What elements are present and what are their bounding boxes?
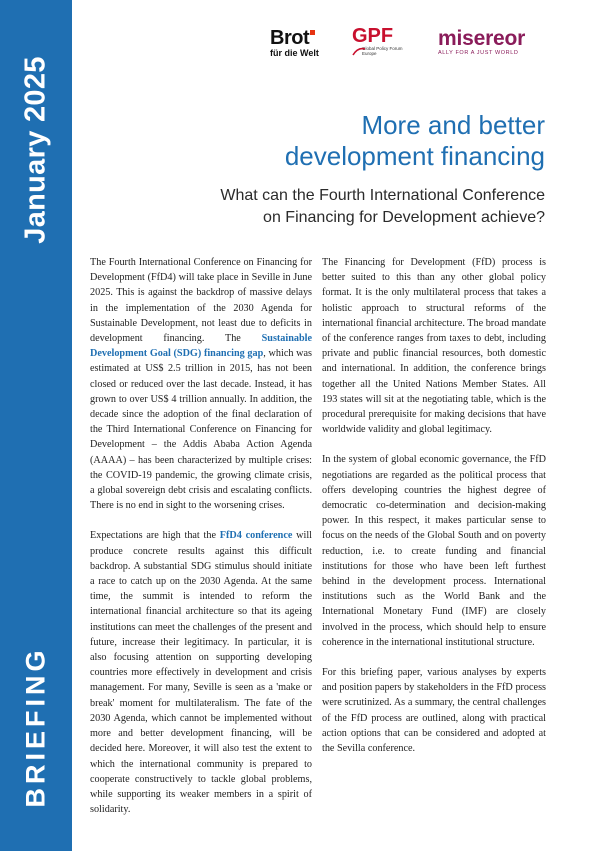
sidebar-band (0, 0, 72, 851)
gpf-logo (352, 26, 422, 56)
brot-logo-sub: für die Welt (270, 48, 319, 58)
left-text-column (90, 255, 312, 832)
left-p2-text-a: Expectations are high that the (90, 530, 220, 542)
right-text-column (322, 255, 546, 771)
title-line-1: More and better (361, 110, 545, 140)
left-p1-text-a: The Fourth International Conference on Financing for Development (FfD4) will take place in Seville in June 2025. This is against the backdrop of massive delays in the implementation of the 2030 Agenda for Sustainable Development, not least due to deficits in development financing. The (90, 257, 312, 345)
ffd4-conference-link[interactable]: FfD4 conference (219, 530, 293, 542)
subtitle-line-2: on Financing for Development achieve? (263, 209, 545, 226)
left-p1-text-b: , which was estimated at US$ 2.5 trillion in 2015, has not been closed or reduced over the last decade. Instead, it has grown to over US$ 4 trillion annually. In addition, the decade since the adoption of the final declaration of the Third International Conference on Financing for Development – the Addis Ababa Action Agenda (AAAA) – has been characterized by multiple crises: the COVID-19 pandemic, the growing climate crisis, a global sovereign debt crisis and escalating conflicts. There is no end in sight to the worsening crises. (90, 348, 312, 512)
subtitle-line-1: What can the Fourth International Conference (220, 187, 545, 204)
sdg-financing-gap-link[interactable]: Sustainable Development Goal (SDG) financing gap (90, 333, 312, 360)
right-paragraph-2: In the system of global economic governance, the FfD negotiations are regarded as the political process that offers developing countries the highest degree of democratic co-determination and decision-making power. In this respect, it makes particular sense to focus on the needs of the Global South and on poverty reduction, i.e. to create funding and financial institutions for those who have been left furthest behind in the development process. International institutions such as the World Bank and the International Monetary Fund (IMF) are closely involved in the process, which should help to ensure coherence in the international institutional structure. (322, 454, 546, 648)
title-line-2: development financing (284, 141, 545, 171)
page-title (125, 110, 545, 172)
brot-fuer-die-welt-logo (270, 28, 330, 58)
document-type-label: BRIEFING (20, 646, 51, 808)
gpf-logo-name: GPF (352, 25, 394, 47)
issue-date: January 2025 (19, 56, 52, 244)
gpf-swoosh-icon (352, 45, 366, 57)
misereor-logo (438, 28, 548, 57)
page-subtitle (125, 185, 545, 229)
left-paragraph-1 (90, 255, 312, 513)
misereor-logo-tagline: ALLY FOR A JUST WORLD (438, 50, 519, 56)
gpf-logo-sub-line2: Europe (362, 51, 377, 56)
right-paragraph-1: The Financing for Development (FfD) process is better suited to this than any other global policy format. It is the only multilateral process that takes a holistic approach to structural reforms of the international financial architecture. The broad mandate of the conference ranges from taxes to debt, including private and public financial resources, both domestic and international. In addition, the conference brings together all the United Nations Member States. All 193 states will sit at the negotiating table, which is the procedural prerequisite for making decisions that have worldwide validity and global legitimacy. (322, 257, 546, 436)
brot-logo-dot-icon (310, 30, 315, 35)
misereor-logo-name: misereor (438, 27, 526, 50)
left-paragraph-2 (90, 528, 312, 817)
brot-logo-name: Brot (270, 27, 310, 49)
right-paragraph-3: For this briefing paper, various analyses by experts and position papers by stakeholders in the FfD process were scrutinized. As a summary, the central challenges of the FfD process are outlined, along with practical action options that can be considered and adopted at the Sevilla conference. (322, 667, 546, 755)
gpf-logo-sub-line1: Global Policy Forum (362, 46, 403, 51)
gpf-logo-sub (362, 46, 422, 56)
left-p2-text-b: will produce concrete results against this difficult backdrop. A substantial SDG stimulus should initiate a race to catch up on the 2030 Agenda. At the same time, the summit is intended to reform the international financial architecture so that its ageing institutions can meet the challenges of the present and future, increase their legitimacy. In particular, it is also focusing attention on supporting developing countries more effectively in development and crisis management. For many, Seville is seen as a 'make or break' moment for multilateralism. The fate of the 2030 Agenda, which cannot be implemented without more and better development financing, will be decided here. Moreover, it will also test the extent to which the international community is prepared to cooperate constructively to tackle global problems, while supporting its weaker members in a spirit of solidarity. (90, 530, 312, 816)
